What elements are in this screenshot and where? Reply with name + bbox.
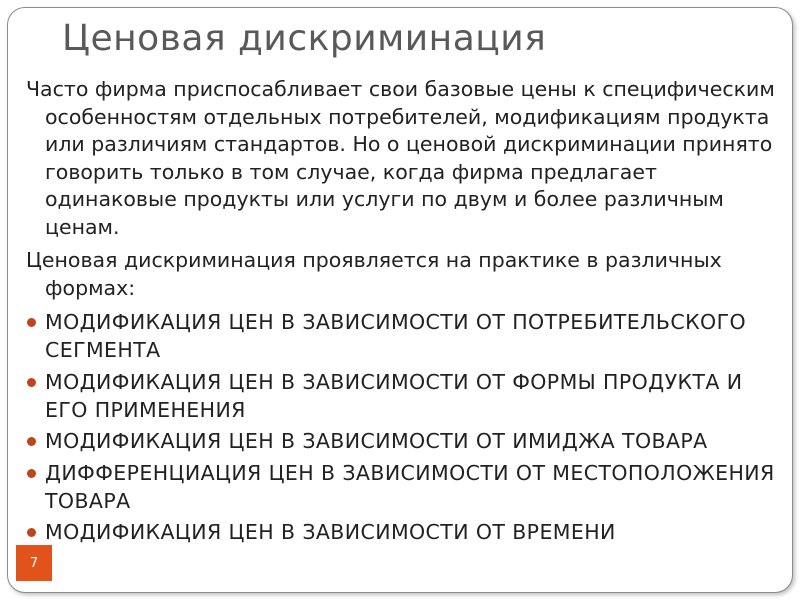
list-item bbox=[26, 518, 786, 546]
bullet-dot-icon bbox=[27, 469, 36, 478]
slide-title: Ценовая дискриминация bbox=[62, 18, 547, 59]
paragraph-forms bbox=[26, 247, 786, 302]
list-item-text: МОДИФИКАЦИЯ ЦЕН В ЗАВИСИМОСТИ ОТ ВРЕМЕНИ bbox=[45, 520, 616, 544]
list-item-text: ДИФФЕРЕНЦИАЦИЯ ЦЕН В ЗАВИСИМОСТИ ОТ МЕСТОПОЛОЖЕНИЯ ТОВАРА bbox=[45, 460, 775, 513]
list-item-text: МОДИФИКАЦИЯ ЦЕН В ЗАВИСИМОСТИ ОТ ПОТРЕБИТЕЛЬСКОГО СЕГМЕНТА bbox=[45, 310, 747, 362]
page-number-badge bbox=[16, 545, 52, 581]
paragraph-intro bbox=[26, 76, 786, 241]
bullet-dot-icon bbox=[27, 437, 36, 446]
paragraph-forms-text: Ценовая дискриминация проявляется на практике в различных формах: bbox=[26, 248, 722, 300]
list-item bbox=[26, 368, 786, 424]
bullet-dot-icon bbox=[27, 528, 36, 537]
bullet-list bbox=[26, 308, 786, 546]
slide-content bbox=[26, 76, 786, 550]
bullet-dot-icon bbox=[27, 318, 36, 327]
list-item-text: МОДИФИКАЦИЯ ЦЕН В ЗАВИСИМОСТИ ОТ ИМИДЖА ТОВАРА bbox=[45, 429, 708, 453]
list-item bbox=[26, 459, 786, 515]
paragraph-intro-text: Часто фирма приспосабливает свои базовые цены к специфическим особенностям отдельных потребителей, модификациям продукта или различиям стандартов. Но о ценовой дискриминации принято говорить только в том случае, когда фирма предлагает одинаковые продукты или услуги по двум и более различным ценам. bbox=[26, 77, 775, 239]
bullet-dot-icon bbox=[27, 378, 36, 387]
list-item bbox=[26, 427, 786, 455]
list-item-text: МОДИФИКАЦИЯ ЦЕН В ЗАВИСИМОСТИ ОТ ФОРМЫ ПРОДУКТА И ЕГО ПРИМЕНЕНИЯ bbox=[45, 369, 743, 422]
page-number: 7 bbox=[29, 555, 39, 571]
list-item bbox=[26, 308, 786, 364]
